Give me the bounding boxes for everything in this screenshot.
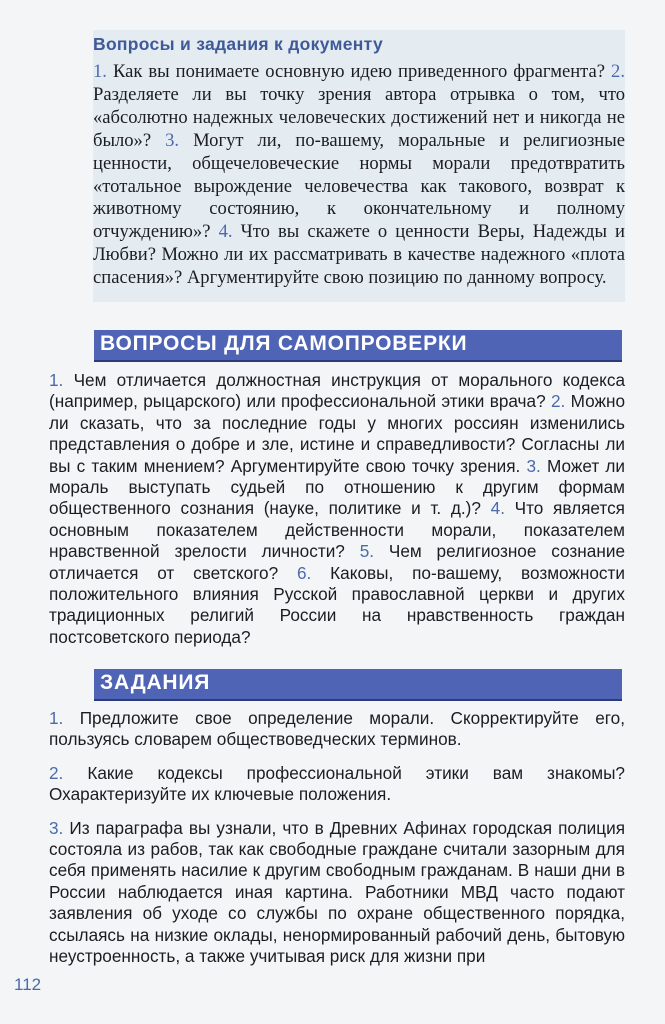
question-text: Чем отличается должностная инструкция от морального кодекса (например, рыцарского) или профессиональной этики врача? <box>49 370 625 412</box>
self-check-questions <box>49 370 625 660</box>
tasks-list <box>49 708 625 979</box>
question-text: Каковы, по-вашему, возможности положительного влияния Русской православной церкви и других традиционных религий России на нравственность граждан постсоветского периода? <box>49 562 625 647</box>
document-questions-text <box>93 61 625 290</box>
question-text: Что вы скажете о ценности Веры, Надежды и Любви? Можно ли их рассматривать в качестве надежного «плота спасения»? Аргументируйте свою позицию по данному вопросу. <box>93 221 625 289</box>
self-check-title: ВОПРОСЫ ДЛЯ САМОПРОВЕРКИ <box>100 332 468 355</box>
question-text: Что является основным показателем действенности морали, показателем нравственной зрелости личности? <box>49 498 625 562</box>
task-text: Из параграфа вы узнали, что в Древних Афинах городская полиция состояла из рабов, так как свободные граждане считали зазорным для себя применять насилие к другим свободным гражданам. В наши дни в России наблюдается иная картина. Работники МВД часто подают заявления об уходе со службы по охране общественного порядка, ссылаясь на низкие оклады, ненормированный рабочий день, бытовую неустроенность, а также учитывая риск для жизни при <box>49 817 625 967</box>
self-check-banner <box>94 330 622 362</box>
task-text: Предложите свое определение морали. Скорректируйте его, пользуясь словарем обществоведческих терминов. <box>49 708 625 750</box>
task-item <box>49 818 625 968</box>
question-number: 2. <box>611 61 625 82</box>
question-number: 4. <box>490 498 505 519</box>
question-text: Могут ли, по-вашему, моральные и религиозные ценности, общечеловеческие нормы морали предотвратить «тотальное вырождение человечества как такового, возврат к животному состоянию, к окончательному и полному отчуждению»? <box>93 129 625 243</box>
question-number: 2. <box>550 391 566 412</box>
question-number: 6. <box>297 562 312 583</box>
task-number: 2. <box>49 762 64 783</box>
question-number: 5. <box>359 541 375 562</box>
document-questions-block <box>93 30 625 302</box>
task-item <box>49 708 625 751</box>
page-number: 112 <box>14 975 42 994</box>
document-questions-heading: Вопросы и задания к документу <box>93 34 384 54</box>
task-number: 1. <box>49 708 64 728</box>
question-number: 3. <box>165 129 180 151</box>
tasks-title: ЗАДАНИЯ <box>100 671 211 694</box>
question-number: 1. <box>49 370 64 390</box>
task-number: 3. <box>49 817 64 838</box>
question-number: 3. <box>526 455 541 476</box>
question-number: 4. <box>218 221 233 243</box>
task-item <box>49 763 625 806</box>
task-text: Какие кодексы профессиональной этики вам знакомы? Охарактеризуйте их ключевые положения. <box>49 762 625 805</box>
question-text: Может ли мораль выступать судьей по отношению к другим формам общественного сознания (науке, политике и т. д.)? <box>49 455 625 519</box>
tasks-banner <box>94 669 622 701</box>
question-text: Можно ли сказать, что за последние годы у многих россиян изменились представления о добре и зле, истине и справедливости? Согласны ли вы с таким мнением? Аргументируйте свою точку зрения. <box>49 391 625 476</box>
self-check-paragraph <box>49 370 625 648</box>
question-number: 1. <box>93 61 107 82</box>
question-text: Разделяете ли вы точку зрения автора отрывка о том, что «абсолютно надежных человеческих достижений нет и никогда не было»? <box>93 83 625 151</box>
question-text: Чем религиозное сознание отличается от светского? <box>49 541 625 583</box>
question-text: Как вы понимаете основную идею приведенного фрагмента? <box>106 61 612 82</box>
